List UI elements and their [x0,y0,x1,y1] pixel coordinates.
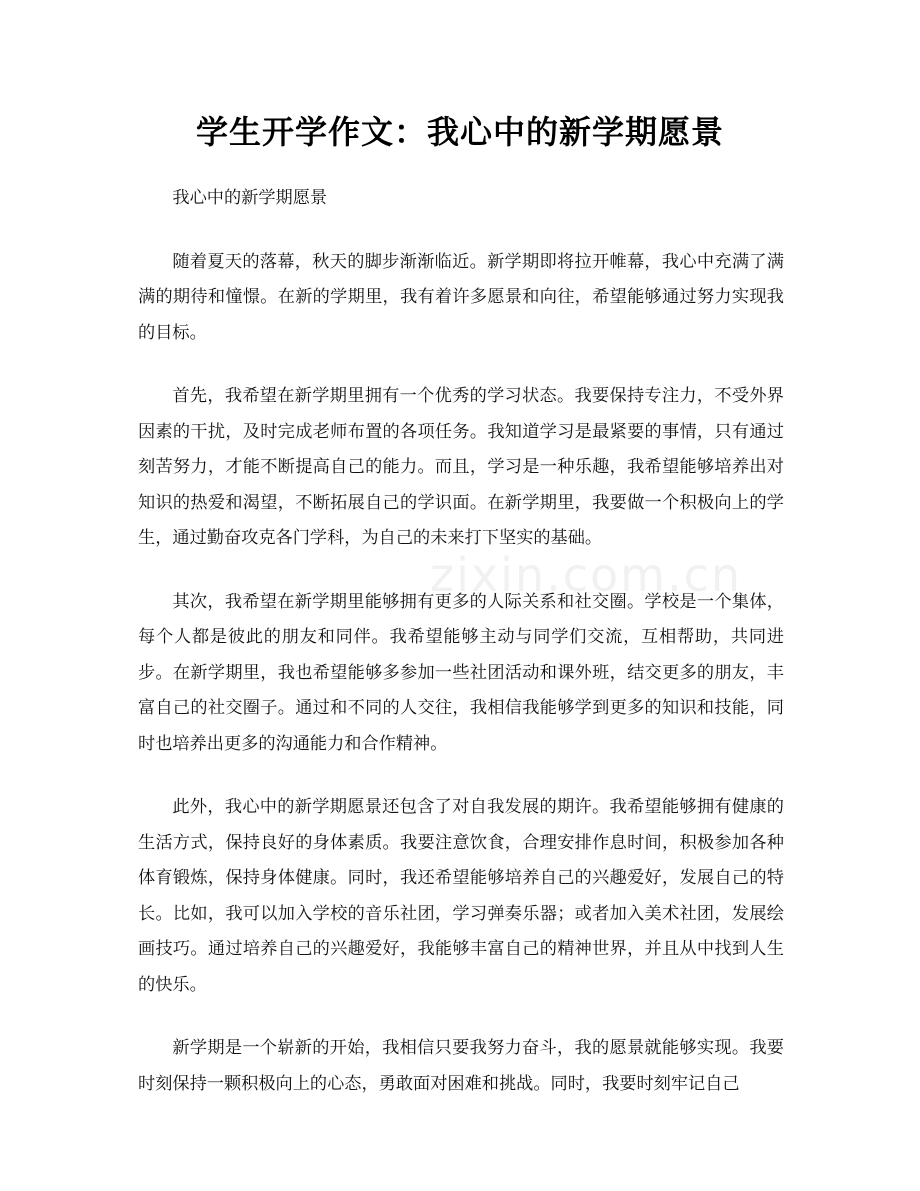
document-title: 学生开学作文：我心中的新学期愿景 [195,113,724,151]
paragraph-subtitle: 我心中的新学期愿景 [172,188,328,208]
document-body [138,181,784,1130]
paragraph-intro: 随着夏天的落幕，秋天的脚步渐渐临近。新学期即将拉开帷幕，我心中充满了满满的期待和憧憬。在新的学期里，我有着许多愿景和向往，希望能够通过努力实现我的目标。 [138,251,784,343]
paragraph-social: 其次，我希望在新学期里能够拥有更多的人际关系和社交圈。学校是一个集体，每个人都是彼此的朋友和同伴。我希望能够主动与同学们交流，互相帮助，共同进步。在新学期里，我也希望能够多参加一些社团活动和课外班，结交更多的朋友，丰富自己的社交圈子。通过和不同的人交往，我相信我能够学到更多的知识和技能，同时也培养出更多的沟通能力和合作精神。 [138,591,784,754]
paragraph-study: 首先，我希望在新学期里拥有一个优秀的学习状态。我要保持专注力，不受外界因素的干扰，及时完成老师布置的各项任务。我知道学习是最紧要的事情，只有通过刻苦努力，才能不断提高自己的能力。而且，学习是一种乐趣，我希望能够培养出对知识的热爱和渴望，不断拓展自己的学识面。在新学期里，我要做一个积极向上的学生，通过勤奋攻克各门学科，为自己的未来打下坚实的基础。 [138,386,784,548]
watermark: zixin.com.cn [430,548,743,602]
paragraph-conclusion: 新学期是一个崭新的开始，我相信只要我努力奋斗，我的愿景就能够实现。我要时刻保持一颗积极向上的心态，勇敢面对困难和挑战。同时，我要时刻牢记自己 [138,1038,784,1094]
paragraph-self-development: 此外，我心中的新学期愿景还包含了对自我发展的期许。我希望能够拥有健康的生活方式，保持良好的身体素质。我要注意饮食，合理安排作息时间，积极参加各种体育锻炼，保持身体健康。同时，我还希望能够培养自己的兴趣爱好，发展自己的特长。比如，我可以加入学校的音乐社团，学习弹奏乐器；或者加入美术社团，发展绘画技巧。通过培养自己的兴趣爱好，我能够丰富自己的精神世界，并且从中找到人生的快乐。 [138,797,784,995]
